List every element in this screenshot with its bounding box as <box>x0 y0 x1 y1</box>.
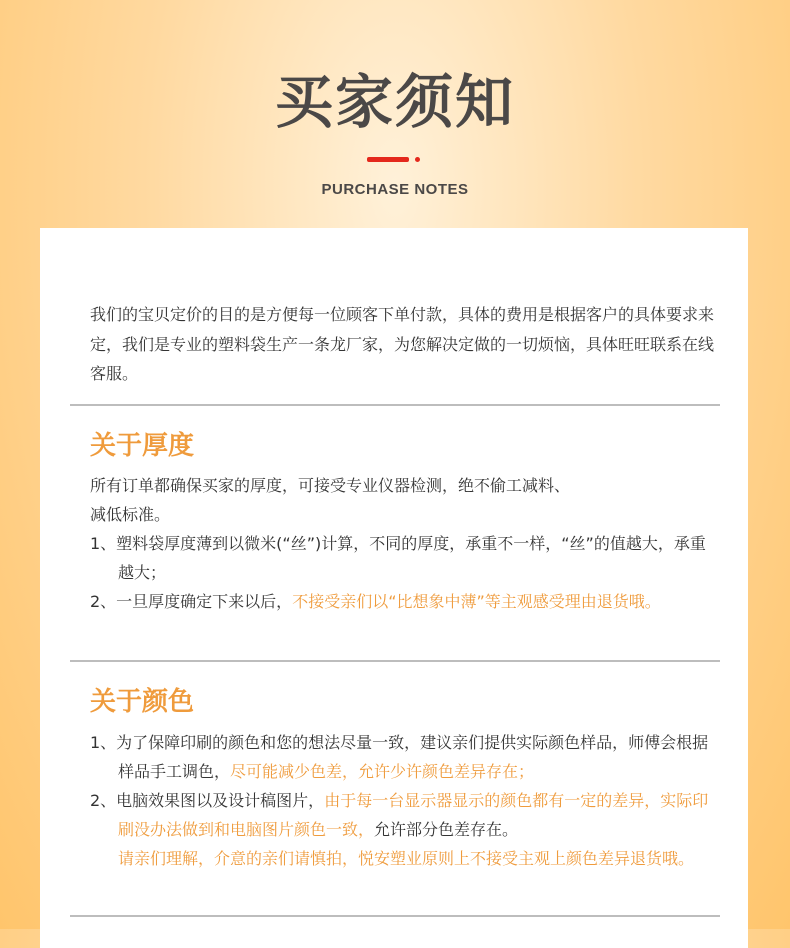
thickness-line-2: 减低标准。 <box>90 505 171 524</box>
thickness-item-2-text: 2、一旦厚度确定下来以后， <box>90 592 293 611</box>
section-divider <box>70 660 720 662</box>
notes-card <box>40 228 748 948</box>
title-accent-bar <box>367 157 409 162</box>
thickness-item-2 <box>90 587 720 616</box>
color-section-body <box>90 728 720 873</box>
color-item-2-text: 2、电脑效果图以及设计稿图片， <box>90 791 325 810</box>
color-item-1-highlight: 尽可能减少色差，允许少许颜色差异存在； <box>230 762 535 781</box>
color-item-2-tail: 允许部分色差存在。 <box>374 820 519 839</box>
page-subtitle: PURCHASE NOTES <box>321 181 469 198</box>
page-header <box>0 0 790 228</box>
color-item-2 <box>90 786 720 844</box>
section-divider <box>70 404 720 406</box>
thickness-section-body <box>90 471 720 616</box>
color-note: 请亲们理解，介意的亲们请慎拍，悦安塑业原则上不接受主观上颜色差异退货哦。 <box>118 849 695 868</box>
intro-paragraph: 我们的宝贝定价的目的是方便每一位顾客下单付款，具体的费用是根据客户的具体要求来定，我们是专业的塑料袋生产一条龙厂家，为您解决定做的一切烦恼，具体旺旺联系在线客服。 <box>90 305 715 383</box>
page-title: 买家须知 <box>274 68 515 136</box>
title-accent-dot <box>415 157 420 162</box>
thickness-line-1: 所有订单都确保买家的厚度，可接受专业仪器检测，绝不偷工减料、 <box>90 476 571 495</box>
color-item-2-highlight: 由于每一台显示器显示的颜色都有一定的差异，实际印刷没办法做到和电脑图片颜色一致， <box>118 791 709 839</box>
thickness-section-title: 关于厚度 <box>90 431 195 461</box>
color-item-1-text: 1、为了保障印刷的颜色和您的想法尽量一致，建议亲们提供实际颜色样品，师傅会根据样品手工调色， <box>90 733 709 781</box>
thickness-item-2-highlight: 不接受亲们以“比想象中薄”等主观感受理由退货哦。 <box>292 592 661 611</box>
thickness-item-1: 1、塑料袋厚度薄到以微米(“丝”)计算，不同的厚度，承重不一样，“丝”的值越大，承重越大； <box>90 534 706 582</box>
section-divider <box>70 915 720 917</box>
color-section-title: 关于颜色 <box>90 687 195 717</box>
color-item-1 <box>90 728 720 786</box>
